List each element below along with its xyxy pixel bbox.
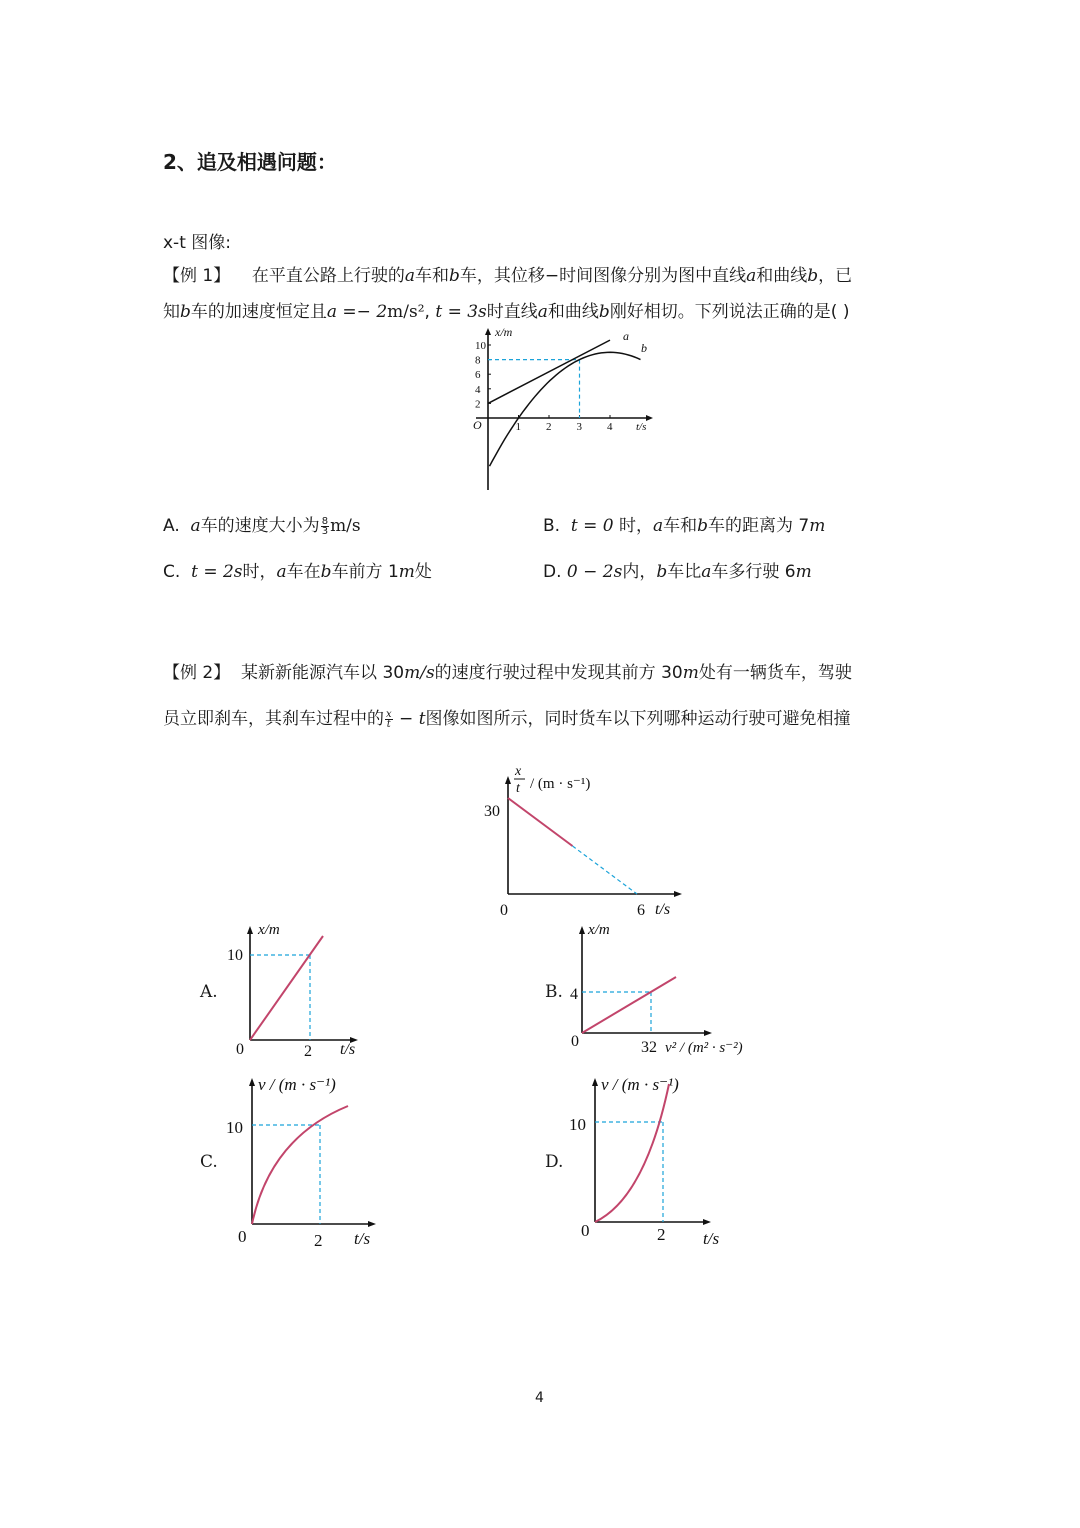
fraction-x-over-t: $\frac{x}{t}$ bbox=[386, 708, 392, 730]
e1-x-arrow bbox=[646, 415, 653, 421]
e2-option-c-graph[interactable] bbox=[220, 1068, 390, 1253]
e2-ylabel-den: t bbox=[516, 781, 520, 796]
od-ylabel: v / (m · s⁻¹) bbox=[601, 1075, 679, 1094]
ob-x-arrow bbox=[704, 1030, 712, 1036]
oc-x-arrow bbox=[368, 1221, 376, 1227]
example1-line2: 知b车的加速度恒定且a =− 2m/s², t = 3s时直线a和曲线b刚好相切。下列说法正确的是( ) bbox=[163, 302, 850, 322]
e2-y-arrow bbox=[505, 776, 511, 784]
ob-y-arrow bbox=[579, 926, 585, 934]
e1-ytick-2: 2 bbox=[475, 398, 481, 411]
od-xlabel: t/s bbox=[703, 1229, 720, 1248]
oa-xtick: 2 bbox=[304, 1043, 312, 1060]
ob-xlabel: v² / (m² · s⁻²) bbox=[665, 1040, 743, 1056]
e1-ytick-10: 10 bbox=[475, 340, 486, 352]
oc-origin: 0 bbox=[238, 1227, 247, 1246]
e2-ylabel-unit: / (m · s⁻¹) bbox=[530, 776, 591, 792]
oa-ytick: 10 bbox=[227, 947, 243, 964]
e1-ylabel: x/m bbox=[495, 325, 513, 339]
oc-xlabel: t/s bbox=[354, 1229, 371, 1248]
e1-xtick-1: 1 bbox=[515, 421, 521, 433]
ob-xtick: 32 bbox=[641, 1039, 657, 1056]
od-ytick: 10 bbox=[569, 1115, 586, 1134]
fraction-8-3: $\frac{8}{3}$ bbox=[321, 515, 329, 537]
ob-curve bbox=[582, 977, 676, 1033]
ob-ytick: 4 bbox=[570, 986, 578, 1003]
example2-main-graph bbox=[470, 760, 710, 920]
ob-ylabel: x/m bbox=[588, 922, 610, 938]
ob-origin: 0 bbox=[571, 1033, 579, 1050]
e2-option-a-label[interactable]: A. bbox=[200, 982, 218, 1002]
e1-origin: O bbox=[473, 418, 482, 432]
oc-ylabel: v / (m · s⁻¹) bbox=[258, 1075, 336, 1094]
e1-xlabel: t/s bbox=[636, 421, 647, 433]
oc-y-arrow bbox=[249, 1078, 255, 1086]
oa-y-arrow bbox=[247, 926, 253, 934]
e1-ytick-6: 6 bbox=[475, 369, 481, 382]
e2-xlabel: t/s bbox=[655, 901, 671, 918]
e1-option-c[interactable]: C. t = 2s时，a车在b车前方 1m处 bbox=[163, 562, 432, 582]
oa-origin: 0 bbox=[236, 1041, 244, 1058]
e1-ytick-8: 8 bbox=[475, 354, 481, 367]
e2-option-d-label[interactable]: D. bbox=[545, 1152, 564, 1172]
e1-series-b-label: b bbox=[641, 341, 647, 355]
e2-option-a-graph[interactable] bbox=[222, 918, 372, 1063]
e1-ytick-4: 4 bbox=[475, 383, 481, 396]
e1-option-a[interactable]: A. a车的速度大小为 $\frac{8}{3}$ m/s bbox=[163, 515, 361, 537]
e2-option-b-graph[interactable] bbox=[560, 918, 780, 1063]
e2-x-arrow bbox=[674, 891, 682, 897]
od-xtick: 2 bbox=[657, 1225, 666, 1244]
e2-ylabel-num: x bbox=[515, 764, 522, 779]
e1-xtick-3: 3 bbox=[576, 421, 582, 433]
oa-curve bbox=[250, 936, 323, 1040]
e1-y-arrow bbox=[485, 328, 491, 335]
e2-option-c-label[interactable]: C. bbox=[200, 1152, 218, 1172]
e1-series-b-curve bbox=[490, 352, 641, 466]
e1-xtick-2: 2 bbox=[546, 421, 552, 433]
e2-option-d-graph[interactable] bbox=[565, 1068, 735, 1253]
example1-tag: 【例 1】 bbox=[163, 266, 231, 286]
od-x-arrow bbox=[703, 1219, 711, 1225]
e2-option-b-label[interactable]: B. bbox=[545, 982, 563, 1002]
od-origin: 0 bbox=[581, 1221, 590, 1240]
od-curve bbox=[595, 1084, 669, 1222]
e1-series-a-line bbox=[488, 340, 610, 403]
e2-xtick-6: 6 bbox=[637, 902, 645, 919]
oc-ytick: 10 bbox=[226, 1118, 243, 1137]
e2-line-dashed bbox=[573, 846, 638, 894]
example1-xt-graph bbox=[470, 325, 670, 495]
subheading: x-t 图像: bbox=[163, 233, 231, 253]
od-y-arrow bbox=[592, 1078, 598, 1086]
oc-xtick: 2 bbox=[314, 1231, 323, 1250]
example1-line1: 【例 1】 在平直公路上行驶的a车和b车，其位移−时间图像分别为图中直线a和曲线b，已 bbox=[163, 266, 853, 286]
example2-line1: 【例 2】 某新新能源汽车以 30m/s的速度行驶过程中发现其前方 30m处有一辆货车，驾驶 bbox=[163, 663, 852, 683]
example2-line2: 员立即刹车，其刹车过程中的 $\frac{x}{t}$ − t图像如图所示，同时货车以下列哪种运动行驶可避免相撞 bbox=[163, 708, 851, 730]
example2-tag: 【例 2】 bbox=[163, 663, 231, 683]
e1-option-d[interactable]: D. 0 − 2s内，b车比a车多行驶 6m bbox=[543, 562, 812, 582]
e1-series-a-label: a bbox=[623, 329, 629, 343]
e1-option-b[interactable]: B. t = 0 时，a车和b车的距离为 7m bbox=[543, 516, 826, 536]
oa-ylabel: x/m bbox=[258, 922, 280, 938]
e2-origin: 0 bbox=[500, 902, 508, 919]
section-title: 2、追及相遇问题： bbox=[163, 150, 337, 174]
page-number: 4 bbox=[535, 1390, 544, 1406]
oc-curve bbox=[252, 1106, 348, 1224]
e1-xtick-4: 4 bbox=[607, 421, 613, 433]
oa-xlabel: t/s bbox=[340, 1041, 356, 1058]
e2-line-solid bbox=[508, 798, 573, 846]
e2-ytick-30: 30 bbox=[484, 803, 500, 820]
